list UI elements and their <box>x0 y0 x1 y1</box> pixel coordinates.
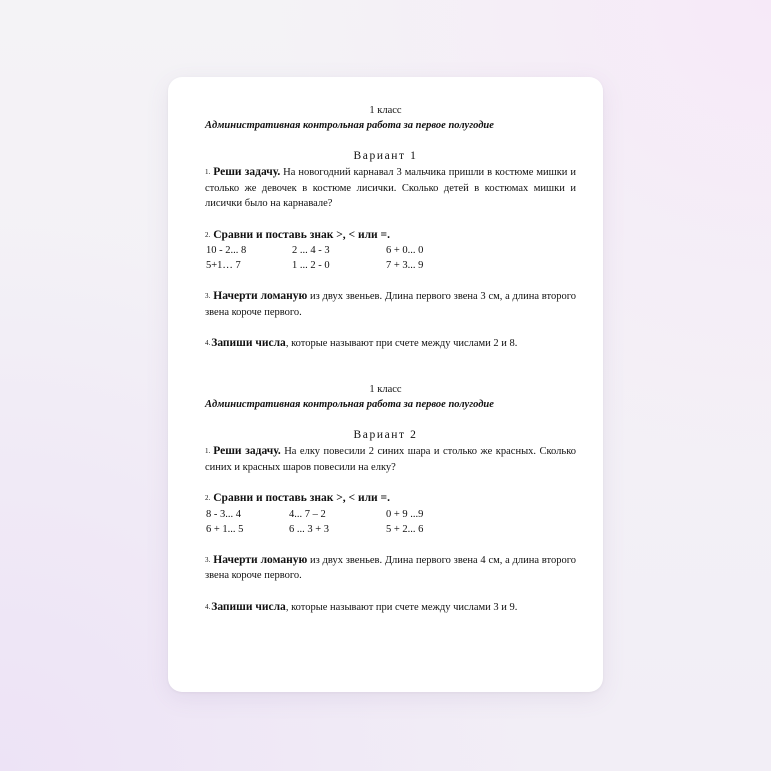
task-number: 1. <box>205 447 211 455</box>
comparison-expression: 8 - 3... 4 <box>206 508 241 520</box>
task-instruction: Реши задачу. <box>213 166 281 178</box>
variant-title: Вариант 1 <box>353 150 418 162</box>
task-text: На новогодний карнавал 3 мальчика пришли в костюме мишки и столько же девочек в костюме лисички. Сколько детей в костюмах мишки и лисички было на карнавале? <box>205 167 577 209</box>
task-text: На елку повесили 2 синих шара и столько же красных. Сколько синих и красных шаров повесили на елку? <box>205 446 577 473</box>
test-subtitle: Административная контрольная работа за первое полугодие <box>205 120 494 131</box>
task-1 <box>205 444 576 475</box>
comparison-expression: 10 - 2... 8 <box>206 245 247 256</box>
task-instruction: Начерти ломаную <box>213 553 308 566</box>
comparison-expression: 6 ... 3 + 3 <box>289 523 330 535</box>
comparison-row <box>206 522 603 537</box>
task-text: из двух звеньев. Длина первого звена 3 см, а длина второго звена короче первого. <box>205 291 576 318</box>
task-text: , которые называют при счете между числами 2 и 8. <box>285 338 518 349</box>
variant-title: Вариант 2 <box>353 429 418 441</box>
task-3 <box>205 553 576 584</box>
comparison-expression: 2 ... 4 - 3 <box>292 245 330 256</box>
grade-heading: 1 класс <box>369 105 402 116</box>
task-text: , которые называют при счете между числами 3 и 9. <box>285 601 518 613</box>
task-text: из двух звеньев. Длина первого звена 4 см, а длина второго звена короче первого. <box>205 554 576 581</box>
task-instruction: Сравни и поставь знак >, < или =. <box>213 228 390 241</box>
comparison-row <box>206 243 603 258</box>
task-number: 2. <box>205 494 211 502</box>
comparison-expression: 0 + 9 ...9 <box>386 508 424 520</box>
comparison-expression: 5+1… 7 <box>206 260 241 271</box>
task-instruction: Запиши числа <box>211 600 286 613</box>
task-number: 4. <box>205 339 211 347</box>
task-2 <box>205 491 576 507</box>
comparison-expression: 6 + 0... 0 <box>386 245 424 256</box>
task-number: 3. <box>205 555 211 564</box>
task-number: 3. <box>205 292 211 300</box>
task-instruction: Сравни и поставь знак >, < или =. <box>213 492 390 504</box>
grade-heading: 1 класс <box>369 384 402 395</box>
variant-1-section <box>168 104 603 352</box>
document-page <box>168 77 603 692</box>
task-1 <box>205 165 576 212</box>
test-subtitle: Административная контрольная работа за первое полугодие <box>205 399 494 410</box>
task-4 <box>205 336 576 352</box>
task-number: 1. <box>205 168 211 176</box>
task-number: 4. <box>205 602 211 611</box>
comparison-expression: 4... 7 – 2 <box>289 508 326 520</box>
variant-2-section <box>168 383 603 615</box>
task-number: 2. <box>205 230 211 239</box>
task-3 <box>205 289 576 320</box>
task-2 <box>205 228 576 244</box>
comparison-expression: 5 + 2... 6 <box>386 523 424 535</box>
comparison-expression: 1 ... 2 - 0 <box>292 260 330 271</box>
task-instruction: Запиши числа <box>211 337 286 349</box>
comparison-grid <box>206 243 603 273</box>
comparison-row <box>206 258 603 273</box>
comparison-expression: 6 + 1... 5 <box>206 523 244 535</box>
comparison-expression: 7 + 3... 9 <box>386 260 424 271</box>
comparison-grid <box>206 507 603 537</box>
task-instruction: Реши задачу. <box>213 445 281 457</box>
task-4 <box>205 600 576 616</box>
comparison-row <box>206 507 603 522</box>
task-instruction: Начерти ломаную <box>213 290 308 302</box>
